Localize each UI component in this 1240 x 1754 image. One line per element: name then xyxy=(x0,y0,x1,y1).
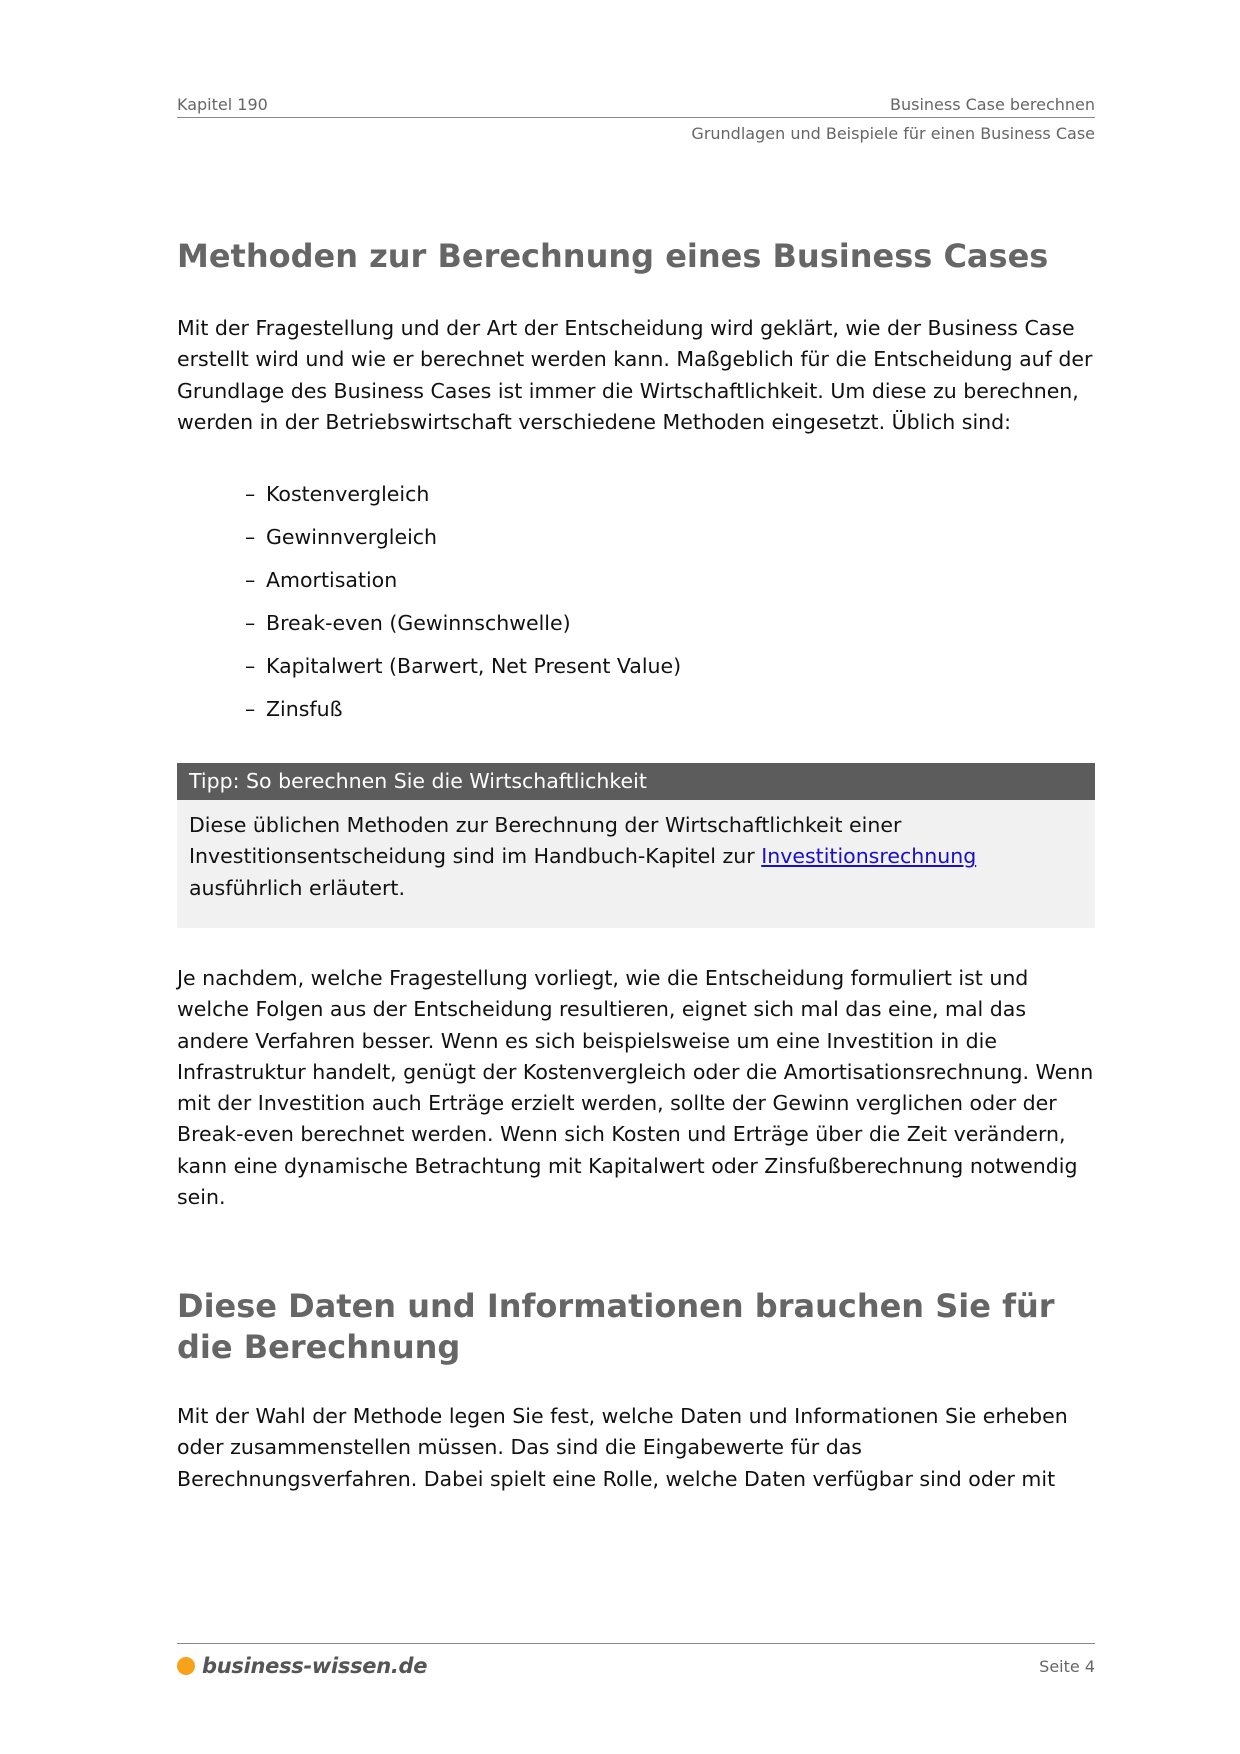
list-item-text: Amortisation xyxy=(266,568,398,592)
tip-body xyxy=(177,800,1095,928)
intro-paragraph: Mit der Fragestellung und der Art der Entscheidung wird geklärt, wie der Business Case erstellt wird und wie er berechnet werden kann. Maßgeblich für die Entscheidung auf der Grundlage des Business Cases ist immer die Wirtschaftlichkeit. Um diese zu berechnen, werden in der Betriebswirtschaft verschiedene Methoden eingesetzt. Üblich sind: xyxy=(177,316,1093,434)
section-heading-methoden: Methoden zur Berechnung eines Business Cases xyxy=(177,237,1049,275)
logo-text: business-wissen.de xyxy=(202,1654,428,1678)
logo-dot-icon xyxy=(177,1657,195,1675)
list-item xyxy=(245,479,681,522)
list-dash: – xyxy=(245,525,256,549)
page-header xyxy=(177,92,1095,143)
document-subtitle: Grundlagen und Beispiele für einen Business Case xyxy=(691,124,1095,143)
document-page xyxy=(177,0,1095,1754)
document-title: Business Case berechnen xyxy=(889,95,1095,114)
list-dash: – xyxy=(245,654,256,678)
chapter-label: Kapitel 190 xyxy=(177,95,268,114)
header-top-row xyxy=(177,92,1095,118)
list-dash: – xyxy=(245,697,256,721)
tip-text-after: ausführlich erläutert. xyxy=(189,875,405,900)
list-dash: – xyxy=(245,611,256,635)
list-item xyxy=(245,608,681,651)
list-item-text: Gewinnvergleich xyxy=(266,525,438,549)
list-item-text: Kapitalwert (Barwert, Net Present Value) xyxy=(266,654,682,678)
followup-paragraph: Je nachdem, welche Fragestellung vorliegt, wie die Entscheidung formuliert ist und welche Folgen aus der Entscheidung resultieren, eignet sich mal das eine, mal das andere Verfahren besser. Wenn es sich beispielsweise um eine Investition in die Infrastruktur handelt, genügt der Kostenvergleich oder die Amortisationsrechnung. Wenn mit der Investition auch Erträge erzielt werden, sollte der Gewinn verglichen oder der Break-even berechnet werden. Wenn sich Kosten und Erträge über die Zeit verändern, kann eine dynamische Betrachtung mit Kapitalwert oder Zinsfußberechnung notwendig sein. xyxy=(177,966,1094,1210)
list-item xyxy=(245,522,681,565)
list-item xyxy=(245,651,681,694)
list-item-text: Break-even (Gewinnschwelle) xyxy=(266,611,571,635)
list-dash: – xyxy=(245,482,256,506)
daten-paragraph: Mit der Wahl der Methode legen Sie fest, welche Daten und Informationen Sie erheben oder zusammenstellen müssen. Das sind die Eingabewerte für das Berechnungsverfahren. Dabei spielt eine Rolle, welche Daten verfügbar sind oder mit xyxy=(177,1404,1068,1491)
list-item-text: Zinsfuß xyxy=(266,697,343,721)
investitionsrechnung-link[interactable]: Investitionsrechnung xyxy=(761,844,977,869)
list-item xyxy=(245,565,681,608)
tip-title: Tipp: So berechnen Sie die Wirtschaftlichkeit xyxy=(177,763,1095,800)
business-wissen-logo[interactable] xyxy=(177,1654,427,1678)
tip-text-before: Diese üblichen Methoden zur Berechnung der Wirtschaftlichkeit einer Investitionsentscheidung sind im Handbuch-Kapitel zur xyxy=(189,813,902,869)
methods-list xyxy=(245,479,681,737)
list-item xyxy=(245,694,681,737)
list-item-text: Kostenvergleich xyxy=(266,482,430,506)
page-footer xyxy=(177,1643,1095,1678)
tip-box xyxy=(177,763,1095,928)
section-heading-daten: Diese Daten und Informationen brauchen Sie für die Berechnung xyxy=(177,1287,1055,1366)
list-dash: – xyxy=(245,568,256,592)
page-number: Seite 4 xyxy=(1039,1656,1095,1676)
